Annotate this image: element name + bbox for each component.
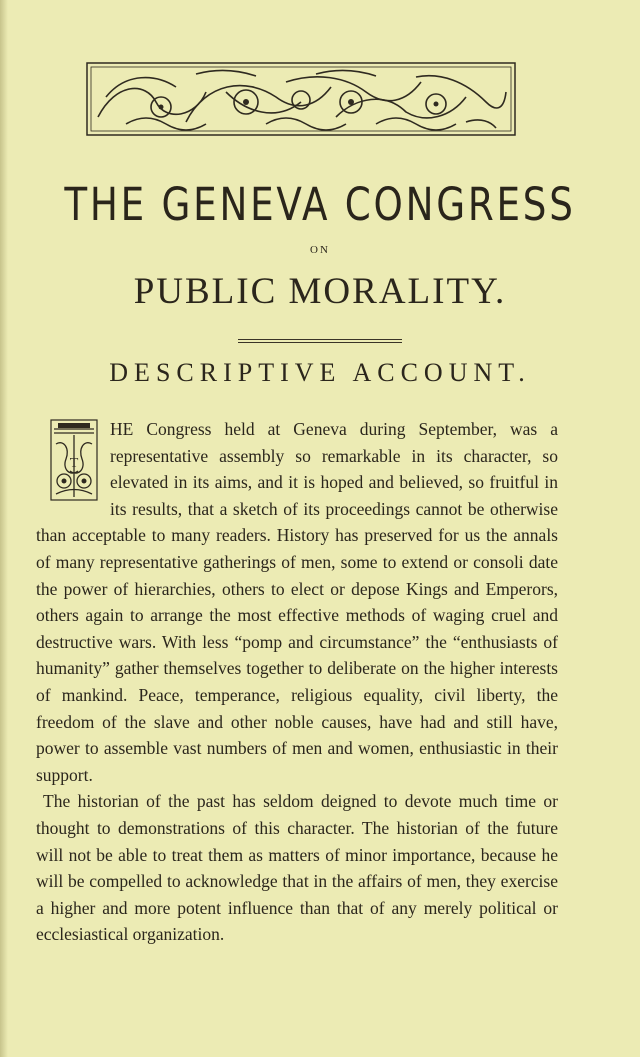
book-subtitle: PUBLIC MORALITY. <box>133 271 507 312</box>
dropcap-letter: T <box>69 456 79 471</box>
floral-headpiece-icon <box>86 62 516 136</box>
double-rule-divider <box>238 339 402 343</box>
paragraph-2: The historian of the past has seldom deigned to devote much time or thought to demonstrations of this character. The historian of the future will not be able to treat them as matters of minor importance, because he will be compelled to acknowledge that in the affairs of men, they exercise a higher and more potent influence than that of any merely political or ecclesiastical organization. <box>36 791 558 945</box>
title-connector: ON <box>310 244 330 256</box>
article-body <box>36 416 558 948</box>
book-title: THE GENEVA CONGRESS <box>64 178 576 231</box>
page-edge-shadow <box>0 0 8 1057</box>
dropcap-spacer <box>36 416 110 520</box>
section-heading: DESCRIPTIVE ACCOUNT. <box>109 358 531 387</box>
paragraph-1: HE Congress held at Geneva during September, was a representative assembly so remarkable in its character, so elevated in its aims, and it is hoped and believed, so fruitful in its results, that a sketch of its proceedings cannot be otherwise than acceptable to many readers. History has preserved for us the annals of many representative gatherings of men, some to extend or consoli date the power of hierarchies, others to elect or depose Kings and Emperors, others again to arrange the most effective methods of waging cruel and destructive wars. With less “pomp and circumstance” the “enthusiasts of humanity” gather themselves together to deliberate on the higher interests of mankind. Peace, temperance, religious equality, civil liberty, the freedom of the slave and other noble causes, have had and still have, power to assemble vast numbers of men and women, enthusiastic in their support. <box>36 419 558 785</box>
